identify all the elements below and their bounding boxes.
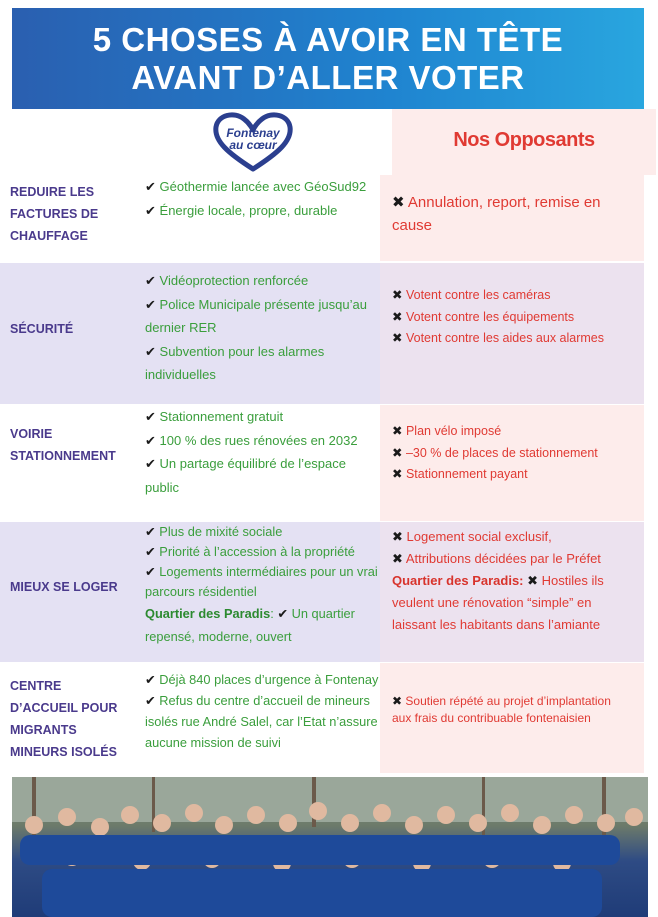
group-photo-illustration bbox=[12, 777, 648, 917]
row-category: CENTRE D’ACCUEIL POUR MIGRANTS MINEURS ISOLÉS bbox=[10, 679, 118, 759]
ours-list bbox=[145, 522, 380, 648]
list-item: ✔ 100 % des rues rénovées en 2032 bbox=[145, 432, 358, 448]
list-item: Quartier des Paradis: ✔ Un quartier repensé, moderne, ouvert bbox=[145, 606, 355, 644]
cross-icon: ✖ bbox=[392, 309, 403, 324]
opponents-heading: Nos Opposants bbox=[453, 129, 595, 151]
check-icon: ✔ bbox=[145, 202, 156, 218]
theirs-cell bbox=[380, 405, 644, 521]
check-icon: ✔ bbox=[145, 672, 156, 687]
headline-line-2: AVANT D’ALLER VOTER bbox=[131, 58, 525, 96]
list-item: ✖ Stationnement payant bbox=[392, 467, 528, 481]
row-chauffage bbox=[0, 175, 644, 261]
list-item: ✖ Annulation, report, remise en cause bbox=[392, 194, 601, 234]
list-item: ✔ Déjà 840 places d’urgence à Fontenay bbox=[145, 672, 379, 687]
check-icon: ✔ bbox=[145, 343, 156, 359]
list-item: ✔ Énergie locale, propre, durable bbox=[145, 202, 338, 218]
ours-list bbox=[145, 175, 380, 222]
check-icon: ✔ bbox=[145, 179, 156, 194]
logo-text-line2: au cœur bbox=[229, 138, 277, 152]
header-banner bbox=[12, 8, 644, 109]
table-header bbox=[12, 109, 644, 175]
cross-icon: ✖ bbox=[392, 331, 403, 345]
row-migrants bbox=[0, 663, 644, 773]
cross-icon: ✖ bbox=[392, 194, 405, 211]
cross-icon: ✖ bbox=[392, 529, 403, 544]
list-item: ✔ Refus du centre d’accueil de mineurs isolés rue André Salel, car l’Etat n’assure aucune mission de suivi bbox=[145, 693, 378, 750]
list-item: ✖ Votent contre les aides aux alarmes bbox=[392, 331, 604, 345]
list-item: ✔ Stationnement gratuit bbox=[145, 409, 284, 424]
list-item: ✖ Votent contre les caméras bbox=[392, 288, 551, 302]
ours-list bbox=[145, 405, 380, 499]
row-category: SÉCURITÉ bbox=[10, 322, 74, 336]
list-item: ✖ Soutien répété au projet d’implantation aux frais du contribuable fontenaisien bbox=[392, 694, 611, 725]
comparison-table bbox=[12, 109, 644, 175]
check-icon: ✔ bbox=[145, 409, 156, 424]
list-item: ✔ Subvention pour les alarmes individuelles bbox=[145, 343, 325, 382]
team-group-photo bbox=[12, 777, 648, 917]
theirs-cell bbox=[380, 663, 644, 773]
check-icon: ✔ bbox=[145, 524, 156, 539]
headline-line-1: 5 CHOSES À AVOIR EN TÊTE bbox=[92, 20, 564, 58]
cross-icon: ✖ bbox=[392, 424, 403, 438]
list-item: ✖ –30 % de places de stationnement bbox=[392, 445, 598, 460]
list-item: ✖ Votent contre les équipements bbox=[392, 309, 575, 324]
theirs-list bbox=[392, 693, 632, 727]
row-category: MIEUX SE LOGER bbox=[10, 580, 118, 594]
cross-icon: ✖ bbox=[527, 573, 539, 588]
check-icon: ✔ bbox=[277, 606, 289, 621]
theirs-cell bbox=[380, 522, 644, 662]
list-item: ✔ Plus de mixité sociale bbox=[145, 524, 283, 539]
list-item: ✔ Un partage équilibré de l’espace public bbox=[145, 456, 346, 495]
cross-icon: ✖ bbox=[392, 551, 403, 566]
list-item: ✖ Plan vélo imposé bbox=[392, 424, 502, 438]
cross-icon: ✖ bbox=[392, 694, 403, 708]
check-icon: ✔ bbox=[145, 544, 156, 559]
row-voirie bbox=[0, 405, 644, 521]
list-item: ✔ Géothermie lancée avec GéoSud92 bbox=[145, 179, 367, 194]
cross-icon: ✖ bbox=[392, 288, 403, 302]
list-item: ✔ Police Municipale présente jusqu’au dernier RER bbox=[145, 296, 367, 335]
theirs-list bbox=[392, 285, 632, 350]
fontenay-au-coeur-logo bbox=[208, 111, 298, 173]
check-icon: ✔ bbox=[145, 432, 156, 448]
list-item: ✖ Logement social exclusif, bbox=[392, 529, 552, 544]
row-securite bbox=[0, 263, 644, 404]
theirs-list bbox=[392, 191, 632, 237]
ours-list bbox=[145, 669, 380, 753]
row-logement bbox=[0, 522, 644, 662]
cross-icon: ✖ bbox=[392, 467, 403, 481]
list-item: ✔ Logements intermédiaires pour un vrai parcours résidentiel bbox=[145, 564, 378, 599]
check-icon: ✔ bbox=[145, 273, 156, 288]
cross-icon: ✖ bbox=[392, 445, 403, 460]
row-category: REDUIRE LES FACTURES DE CHAUFFAGE bbox=[10, 185, 99, 243]
ours-list bbox=[145, 269, 380, 387]
theirs-cell bbox=[380, 175, 644, 261]
logo-text-line1: Fontenay bbox=[226, 126, 280, 140]
theirs-list bbox=[392, 421, 632, 486]
list-item: ✔ Priorité à l’accession à la propriété bbox=[145, 544, 355, 559]
check-icon: ✔ bbox=[145, 456, 156, 471]
list-item: Quartier des Paradis: ✖ Hostiles ils veulent une rénovation “simple” en laissant les habitants dans l’amiante bbox=[392, 573, 604, 632]
check-icon: ✔ bbox=[145, 296, 156, 312]
theirs-cell bbox=[380, 263, 644, 404]
list-item: ✖ Attributions décidées par le Préfet bbox=[392, 551, 601, 566]
check-icon: ✔ bbox=[145, 564, 156, 579]
list-item: ✔ Vidéoprotection renforcée bbox=[145, 273, 309, 288]
theirs-list bbox=[392, 526, 632, 636]
row-category: VOIRIE STATIONNEMENT bbox=[10, 427, 116, 463]
check-icon: ✔ bbox=[145, 693, 156, 708]
